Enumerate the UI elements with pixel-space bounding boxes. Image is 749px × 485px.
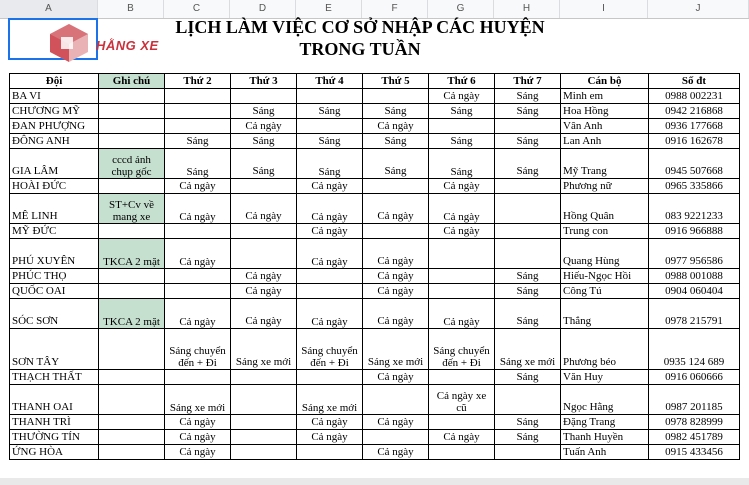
cell-t5[interactable]: Cả ngày xyxy=(363,299,429,329)
cell-sdt[interactable]: 0978 215791 xyxy=(649,299,740,329)
cell-t2[interactable]: Cả ngày xyxy=(165,299,231,329)
cell-t5[interactable]: Cả ngày xyxy=(363,194,429,224)
cell-t4[interactable]: Cả ngày xyxy=(297,299,363,329)
cell-ghichu[interactable] xyxy=(99,329,165,370)
cell-t3[interactable]: Sáng xyxy=(231,104,297,119)
table-row xyxy=(10,430,740,445)
cell-t4[interactable] xyxy=(297,370,363,385)
cell-ghichu[interactable] xyxy=(99,385,165,415)
cell-t6[interactable]: Cả ngày xe cũ xyxy=(429,385,495,415)
cell-sdt[interactable]: 0942 216868 xyxy=(649,104,740,119)
cell-t7[interactable]: Sáng xyxy=(495,149,561,179)
cell-t6[interactable]: Cả ngày xyxy=(429,299,495,329)
cell-t3[interactable] xyxy=(231,415,297,430)
table-row xyxy=(10,385,740,415)
cell-t5[interactable]: Sáng xyxy=(363,134,429,149)
header-thu2[interactable]: Thứ 2 xyxy=(165,74,231,89)
cell-t6[interactable] xyxy=(429,370,495,385)
cell-t2[interactable]: Cả ngày xyxy=(165,415,231,430)
title-line-1: LỊCH LÀM VIỆC CƠ SỞ NHẬP CÁC HUYỆN xyxy=(175,17,545,37)
cell-t4[interactable]: Cả ngày xyxy=(297,194,363,224)
cell-t4[interactable]: Sáng xyxy=(297,149,363,179)
cell-t5[interactable]: Sáng xyxy=(363,104,429,119)
cell-t2[interactable] xyxy=(165,269,231,284)
cell-canbo[interactable]: Tuấn Anh xyxy=(561,445,649,460)
cell-doi[interactable]: THANH TRÌ xyxy=(10,415,99,430)
cell-t2[interactable] xyxy=(165,89,231,104)
cell-t2[interactable] xyxy=(165,119,231,134)
cell-canbo[interactable]: Quang Hùng xyxy=(561,239,649,269)
cell-sdt[interactable]: 083 9221233 xyxy=(649,194,740,224)
cell-t7[interactable] xyxy=(495,179,561,194)
cell-t7[interactable]: Sáng xyxy=(495,134,561,149)
cell-t5[interactable] xyxy=(363,89,429,104)
cell-ghichu[interactable] xyxy=(99,119,165,134)
cell-canbo[interactable]: Vân Anh xyxy=(561,119,649,134)
cell-ghichu[interactable] xyxy=(99,269,165,284)
cell-t4[interactable] xyxy=(297,445,363,460)
table-row xyxy=(10,370,740,385)
cell-sdt[interactable]: 0935 124 689 xyxy=(649,329,740,370)
column-header-d[interactable]: D xyxy=(230,0,296,18)
cell-sdt[interactable]: 0916 162678 xyxy=(649,134,740,149)
cell-t7[interactable] xyxy=(495,445,561,460)
cell-ghichu[interactable] xyxy=(99,415,165,430)
cell-t4[interactable] xyxy=(297,269,363,284)
cell-t4[interactable]: Sáng xyxy=(297,134,363,149)
cell-t4[interactable]: Cả ngày xyxy=(297,430,363,445)
cell-t6[interactable]: Sáng xyxy=(429,149,495,179)
cell-ghichu[interactable] xyxy=(99,104,165,119)
table-row xyxy=(10,239,740,269)
header-ghichu[interactable]: Ghi chú xyxy=(99,74,165,89)
cell-doi[interactable]: ĐAN PHƯỢNG xyxy=(10,119,99,134)
table-row xyxy=(10,119,740,134)
cell-t6[interactable]: Sáng xyxy=(429,134,495,149)
cell-doi[interactable]: PHÚ XUYÊN xyxy=(10,239,99,269)
cell-t2[interactable]: Cả ngày xyxy=(165,239,231,269)
cell-t5[interactable] xyxy=(363,430,429,445)
cell-t4[interactable]: Sáng chuyển đến + Đi xyxy=(297,329,363,370)
cell-t7[interactable] xyxy=(495,239,561,269)
cell-t4[interactable]: Cả ngày xyxy=(297,239,363,269)
cell-canbo[interactable]: Hoa Hồng xyxy=(561,104,649,119)
cell-t3[interactable]: Cả ngày xyxy=(231,194,297,224)
cell-t3[interactable]: Cả ngày xyxy=(231,269,297,284)
cell-doi[interactable]: MÊ LINH xyxy=(10,194,99,224)
cell-t2[interactable]: Sáng xyxy=(165,134,231,149)
cell-t3[interactable] xyxy=(231,224,297,239)
cell-t5[interactable] xyxy=(363,179,429,194)
cell-doi[interactable]: SÓC SƠN xyxy=(10,299,99,329)
header-sdt[interactable]: Số đt xyxy=(649,74,740,89)
page-title xyxy=(160,16,560,60)
table-row xyxy=(10,194,740,224)
cell-t3[interactable]: Sáng xe mới xyxy=(231,329,297,370)
cell-t2[interactable] xyxy=(165,370,231,385)
cell-canbo[interactable]: Mỹ Trang xyxy=(561,149,649,179)
cell-doi[interactable]: HOÀI ĐỨC xyxy=(10,179,99,194)
cell-t5[interactable]: Cả ngày xyxy=(363,239,429,269)
cell-t5[interactable]: Cả ngày xyxy=(363,370,429,385)
cell-t4[interactable] xyxy=(297,89,363,104)
cell-t5[interactable]: Cả ngày xyxy=(363,269,429,284)
table-row xyxy=(10,329,740,370)
cell-canbo[interactable]: Hiếu-Ngọc Hồi xyxy=(561,269,649,284)
cell-canbo[interactable]: Trung con xyxy=(561,224,649,239)
cell-t7[interactable]: Sáng xe mới xyxy=(495,329,561,370)
cell-canbo[interactable]: Thanh Huyền xyxy=(561,430,649,445)
cell-sdt[interactable]: 0965 335866 xyxy=(649,179,740,194)
cell-t5[interactable]: Cả ngày xyxy=(363,284,429,299)
cell-canbo[interactable]: Hồng Quân xyxy=(561,194,649,224)
cell-sdt[interactable]: 0936 177668 xyxy=(649,119,740,134)
cell-t3[interactable]: Sáng xyxy=(231,134,297,149)
cell-t4[interactable]: Sáng xyxy=(297,104,363,119)
table-row xyxy=(10,104,740,119)
column-header-g[interactable]: G xyxy=(428,0,494,18)
header-thu7[interactable]: Thứ 7 xyxy=(495,74,561,89)
cell-t6[interactable]: Cả ngày xyxy=(429,194,495,224)
cell-sdt[interactable]: 0978 828999 xyxy=(649,415,740,430)
cell-t7[interactable] xyxy=(495,385,561,415)
cell-ghichu[interactable]: TKCA 2 mặt xyxy=(99,239,165,269)
cell-t2[interactable]: Cả ngày xyxy=(165,194,231,224)
cell-t3[interactable] xyxy=(231,430,297,445)
cell-t6[interactable] xyxy=(429,239,495,269)
cell-ghichu[interactable] xyxy=(99,430,165,445)
brand-name: HẰNG XE xyxy=(96,38,159,53)
cell-t5[interactable] xyxy=(363,224,429,239)
cell-sdt[interactable]: 0916 060666 xyxy=(649,370,740,385)
cell-t4[interactable] xyxy=(297,119,363,134)
cell-t4[interactable]: Cả ngày xyxy=(297,415,363,430)
header-thu3[interactable]: Thứ 3 xyxy=(231,74,297,89)
cell-t7[interactable]: Sáng xyxy=(495,104,561,119)
column-header-h[interactable]: H xyxy=(494,0,560,18)
column-header-f[interactable]: F xyxy=(362,0,428,18)
cell-ghichu[interactable]: cccd ảnh chụp gốc xyxy=(99,149,165,179)
cell-ghichu[interactable] xyxy=(99,224,165,239)
table-row xyxy=(10,415,740,430)
cell-t4[interactable]: Cả ngày xyxy=(297,224,363,239)
cell-t3[interactable]: Sáng xyxy=(231,149,297,179)
cell-t2[interactable]: Sáng xe mới xyxy=(165,385,231,415)
column-header-a[interactable]: A xyxy=(0,0,98,18)
cell-ghichu[interactable]: ST+Cv về mang xe xyxy=(99,194,165,224)
cell-canbo[interactable]: Lan Anh xyxy=(561,134,649,149)
cell-doi[interactable]: QUỐC OAI xyxy=(10,284,99,299)
column-header-c[interactable]: C xyxy=(164,0,230,18)
cell-doi[interactable]: GIA LÂM xyxy=(10,149,99,179)
table-row xyxy=(10,179,740,194)
cell-t2[interactable]: Sáng xyxy=(165,149,231,179)
cell-t6[interactable]: Cả ngày xyxy=(429,179,495,194)
cell-t7[interactable]: Sáng xyxy=(495,415,561,430)
cell-t2[interactable]: Cả ngày xyxy=(165,179,231,194)
cell-t4[interactable]: Sáng xe mới xyxy=(297,385,363,415)
cell-t4[interactable]: Cả ngày xyxy=(297,179,363,194)
cell-canbo[interactable]: Minh em xyxy=(561,89,649,104)
table-row xyxy=(10,89,740,104)
table-row xyxy=(10,149,740,179)
cell-t7[interactable]: Sáng xyxy=(495,284,561,299)
cell-t3[interactable]: Cả ngày xyxy=(231,299,297,329)
cell-t7[interactable]: Sáng xyxy=(495,430,561,445)
cell-t7[interactable] xyxy=(495,224,561,239)
cell-t5[interactable]: Sáng xe mới xyxy=(363,329,429,370)
cell-t6[interactable] xyxy=(429,119,495,134)
cell-canbo[interactable]: Ngọc Hằng xyxy=(561,385,649,415)
cell-t7[interactable] xyxy=(495,119,561,134)
cell-doi[interactable]: ỨNG HÒA xyxy=(10,445,99,460)
cell-t4[interactable] xyxy=(297,284,363,299)
cell-t3[interactable]: Cả ngày xyxy=(231,284,297,299)
header-row xyxy=(10,74,740,89)
cell-t7[interactable] xyxy=(495,194,561,224)
cell-t7[interactable]: Sáng xyxy=(495,370,561,385)
cell-t3[interactable] xyxy=(231,370,297,385)
cell-t3[interactable] xyxy=(231,385,297,415)
header-thu4[interactable]: Thứ 4 xyxy=(297,74,363,89)
cell-t2[interactable] xyxy=(165,104,231,119)
cell-canbo[interactable]: Phương béo xyxy=(561,329,649,370)
table-row xyxy=(10,269,740,284)
cell-t6[interactable] xyxy=(429,284,495,299)
cell-doi[interactable]: THƯỜNG TÍN xyxy=(10,430,99,445)
cell-t5[interactable]: Sáng xyxy=(363,149,429,179)
cell-doi[interactable]: THẠCH THẤT xyxy=(10,370,99,385)
cell-canbo[interactable]: Phương nữ xyxy=(561,179,649,194)
cell-t3[interactable] xyxy=(231,89,297,104)
cube-logo-icon xyxy=(46,22,92,62)
cell-canbo[interactable]: Văn Huy xyxy=(561,370,649,385)
cell-t6[interactable] xyxy=(429,415,495,430)
cell-sdt[interactable]: 0945 507668 xyxy=(649,149,740,179)
cell-canbo[interactable]: Công Tú xyxy=(561,284,649,299)
title-line-2: TRONG TUẦN xyxy=(299,39,421,59)
table-row xyxy=(10,134,740,149)
cell-t2[interactable]: Cả ngày xyxy=(165,430,231,445)
cell-t2[interactable] xyxy=(165,284,231,299)
header-doi[interactable]: Đội xyxy=(10,74,99,89)
cell-ghichu[interactable] xyxy=(99,370,165,385)
cell-sdt[interactable]: 0915 433456 xyxy=(649,445,740,460)
cell-doi[interactable]: BA VI xyxy=(10,89,99,104)
cell-canbo[interactable]: Thắng xyxy=(561,299,649,329)
cell-t3[interactable] xyxy=(231,445,297,460)
column-header-j[interactable]: J xyxy=(648,0,749,18)
schedule-table xyxy=(9,73,740,460)
table-row xyxy=(10,224,740,239)
cell-t6[interactable]: Sáng xyxy=(429,104,495,119)
cell-t3[interactable] xyxy=(231,239,297,269)
cell-doi[interactable]: MỸ ĐỨC xyxy=(10,224,99,239)
header-thu6[interactable]: Thứ 6 xyxy=(429,74,495,89)
cell-t7[interactable]: Sáng xyxy=(495,269,561,284)
cell-t7[interactable]: Sáng xyxy=(495,89,561,104)
cell-sdt[interactable]: 0982 451789 xyxy=(649,430,740,445)
cell-t5[interactable]: Cả ngày xyxy=(363,445,429,460)
cell-sdt[interactable]: 0988 001088 xyxy=(649,269,740,284)
cell-t5[interactable]: Cả ngày xyxy=(363,119,429,134)
cell-t6[interactable]: Cả ngày xyxy=(429,224,495,239)
table-row xyxy=(10,299,740,329)
cell-t3[interactable] xyxy=(231,179,297,194)
cell-t5[interactable]: Cả ngày xyxy=(363,415,429,430)
schedule-body xyxy=(10,89,740,460)
cell-sdt[interactable]: 0916 966888 xyxy=(649,224,740,239)
cell-ghichu[interactable] xyxy=(99,134,165,149)
cell-t6[interactable]: Cả ngày xyxy=(429,430,495,445)
cell-doi[interactable]: SƠN TÂY xyxy=(10,329,99,370)
table-row xyxy=(10,284,740,299)
cell-t6[interactable]: Sáng chuyển đến + Đi xyxy=(429,329,495,370)
brand-logo xyxy=(46,22,166,62)
cell-sdt[interactable]: 0977 956586 xyxy=(649,239,740,269)
cell-sdt[interactable]: 0988 002231 xyxy=(649,89,740,104)
cell-t2[interactable]: Cả ngày xyxy=(165,445,231,460)
cell-doi[interactable]: PHÚC THỌ xyxy=(10,269,99,284)
cell-t3[interactable]: Cả ngày xyxy=(231,119,297,134)
cell-ghichu[interactable] xyxy=(99,445,165,460)
header-thu5[interactable]: Thứ 5 xyxy=(363,74,429,89)
cell-doi[interactable]: ĐÔNG ANH xyxy=(10,134,99,149)
cell-doi[interactable]: CHƯƠNG MỸ xyxy=(10,104,99,119)
column-header-e[interactable]: E xyxy=(296,0,362,18)
cell-canbo[interactable]: Đặng Trang xyxy=(561,415,649,430)
column-header-i[interactable]: I xyxy=(560,0,648,18)
cell-t6[interactable]: Cả ngày xyxy=(429,89,495,104)
cell-sdt[interactable]: 0904 060404 xyxy=(649,284,740,299)
cell-t6[interactable] xyxy=(429,445,495,460)
table-row xyxy=(10,445,740,460)
cell-t5[interactable] xyxy=(363,385,429,415)
cell-t6[interactable] xyxy=(429,269,495,284)
horizontal-scrollbar[interactable] xyxy=(0,478,749,485)
column-header-b[interactable]: B xyxy=(98,0,164,18)
cell-ghichu[interactable]: TKCA 2 mặt xyxy=(99,299,165,329)
cell-sdt[interactable]: 0987 201185 xyxy=(649,385,740,415)
cell-doi[interactable]: THANH OAI xyxy=(10,385,99,415)
header-canbo[interactable]: Cán bộ xyxy=(561,74,649,89)
cell-ghichu[interactable] xyxy=(99,179,165,194)
cell-t2[interactable] xyxy=(165,224,231,239)
cell-t7[interactable]: Sáng xyxy=(495,299,561,329)
cell-ghichu[interactable] xyxy=(99,89,165,104)
cell-ghichu[interactable] xyxy=(99,284,165,299)
cell-t2[interactable]: Sáng chuyển đến + Đi xyxy=(165,329,231,370)
